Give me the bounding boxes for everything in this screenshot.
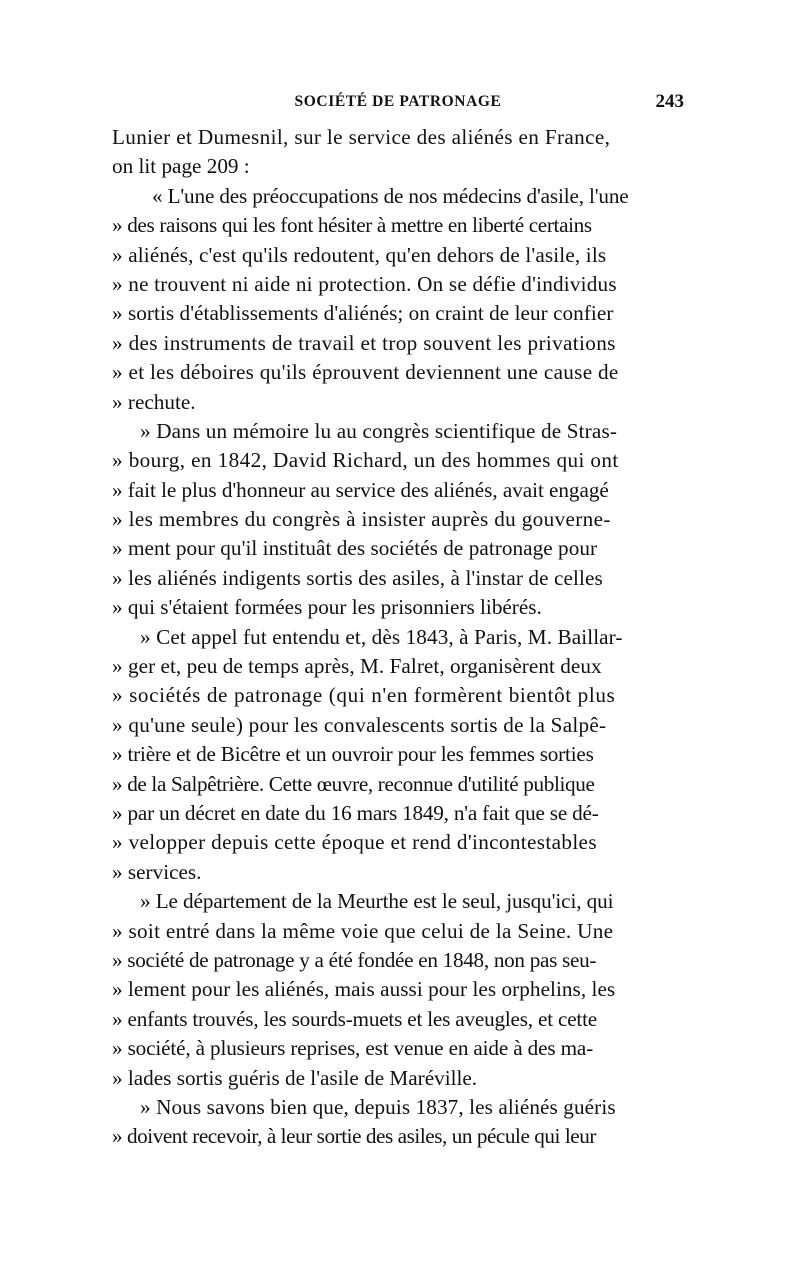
body-text bbox=[112, 123, 682, 1152]
text-line: » fait le plus d'honneur au service des aliénés, avait engagé bbox=[112, 477, 609, 502]
text-line: » ger et, peu de temps après, M. Falret, organisèrent deux bbox=[112, 654, 602, 679]
text-line: » société de patronage y a été fondée en 1848, non pas seu- bbox=[112, 947, 597, 972]
text-line: » ment pour qu'il instituât des sociétés de patronage pour bbox=[112, 536, 598, 561]
text-line: » qui s'étaient formées pour les prisonniers libérés. bbox=[112, 595, 542, 620]
text-line: » doivent recevoir, à leur sortie des asiles, un pécule qui leur bbox=[112, 1124, 596, 1149]
running-title: SOCIÉTÉ DE PATRONAGE bbox=[294, 93, 502, 110]
text-line: » soit entré dans la même voie que celui de la Seine. Une bbox=[112, 918, 614, 943]
text-line: » lades sortis guéris de l'asile de Maréville. bbox=[112, 1065, 478, 1090]
text-line: » les membres du congrès à insister auprès du gouverne- bbox=[112, 507, 611, 532]
text-line: » sociétés de patronage (qui n'en formèrent bientôt plus bbox=[112, 683, 616, 708]
text-line: » services. bbox=[112, 859, 202, 884]
text-line: » Dans un mémoire lu au congrès scientifique de Stras- bbox=[140, 418, 618, 443]
text-line: « L'une des préoccupations de nos médecins d'asile, l'une bbox=[152, 183, 629, 208]
text-line: » lement pour les aliénés, mais aussi pour les orphelins, les bbox=[112, 977, 616, 1002]
text-line: » qu'une seule) pour les convalescents sortis de la Salpê- bbox=[112, 712, 607, 737]
text-line: on lit page 209 : bbox=[112, 154, 250, 179]
text-line: » Le département de la Meurthe est le seul, jusqu'ici, qui bbox=[140, 889, 614, 914]
text-line: » trière et de Bicêtre et un ouvroir pour les femmes sorties bbox=[112, 742, 594, 767]
text-line: » aliénés, c'est qu'ils redoutent, qu'en dehors de l'asile, ils bbox=[112, 242, 607, 267]
text-line: » par un décret en date du 16 mars 1849, n'a fait que se dé- bbox=[112, 800, 599, 825]
text-line: » Nous savons bien que, depuis 1837, les aliénés guéris bbox=[140, 1094, 616, 1119]
text-line: » sortis d'établissements d'aliénés; on craint de leur confier bbox=[112, 301, 614, 326]
text-line: » ne trouvent ni aide ni protection. On se défie d'individus bbox=[112, 271, 617, 296]
text-line: » de la Salpêtrière. Cette œuvre, reconnue d'utilité publique bbox=[112, 771, 595, 796]
text-line: » rechute. bbox=[112, 389, 196, 414]
text-line: » Cet appel fut entendu et, dès 1843, à Paris, M. Baillar- bbox=[140, 624, 623, 649]
text-line: » bourg, en 1842, David Richard, un des hommes qui ont bbox=[112, 448, 619, 473]
text-line: » des raisons qui les font hésiter à mettre en liberté certains bbox=[112, 213, 592, 238]
text-line: » enfants trouvés, les sourds-muets et les aveugles, et cette bbox=[112, 1006, 597, 1031]
text-line: » société, à plusieurs reprises, est venue en aide à des ma- bbox=[112, 1036, 594, 1061]
text-line: » des instruments de travail et trop souvent les privations bbox=[112, 330, 616, 355]
text-line: » les aliénés indigents sortis des asiles, à l'instar de celles bbox=[112, 565, 603, 590]
text-line: Lunier et Dumesnil, sur le service des aliénés en France, bbox=[112, 125, 611, 149]
running-head bbox=[112, 93, 684, 115]
page-number: 243 bbox=[655, 91, 684, 112]
text-line: » et les déboires qu'ils éprouvent deviennent une cause de bbox=[112, 360, 619, 385]
text-line: » velopper depuis cette époque et rend d'incontestables bbox=[112, 830, 597, 855]
